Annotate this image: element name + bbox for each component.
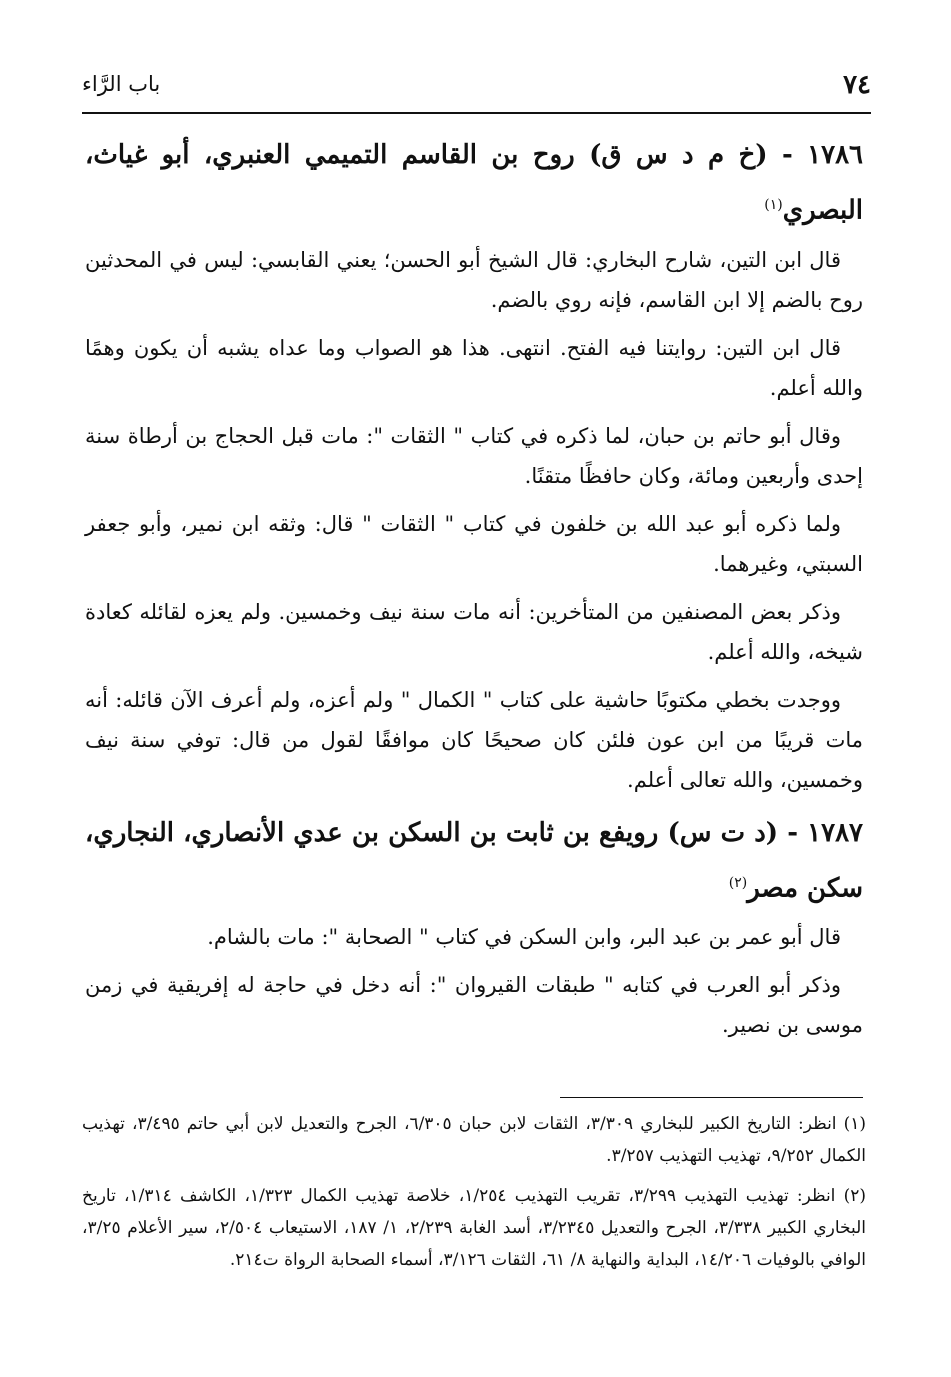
entry-1787-paragraph: قال أبو عمر بن عبد البر، وابن السكن في كتاب " الصحابة ": مات بالشام.: [207, 925, 841, 950]
entry-1786-paragraph: قال ابن التين: روايتنا فيه الفتح. انتهى. هذا هو الصواب وما عداه يشبه أن يكون وهمًا والله أعلم.: [85, 335, 863, 400]
footnote-1: (١) انظر: التاريخ الكبير للبخاري ٣/٣٠٩، الثقات لابن حبان ٦/٣٠٥، الجرح والتعديل لابن أبي حاتم ٣/٤٩٥، تهذيب الكمال ٩/٢٥٢، تهذيب التهذيب ٣/٢٥٧.: [82, 1114, 866, 1166]
footnote-mark-2: (٢): [728, 874, 748, 891]
entry-1786-paragraph: ولما ذكره أبو عبد الله بن خلفون في كتاب " الثقات " قال: وثقه ابن نمير، وأبو جعفر السبتي، وغيرهما.: [85, 511, 863, 576]
footnote-divider: [560, 1097, 863, 1098]
entry-1786-paragraph: وذكر بعض المصنفين من المتأخرين: أنه مات سنة نيف وخمسين. ولم يعزه لقائله كعادة شيخه، والله أعلم.: [85, 599, 863, 664]
footnotes: [82, 1108, 866, 1284]
running-header-title: باب الرَّاء: [82, 72, 161, 96]
entry-1786-paragraph: ووجدت بخطي مكتوبًا حاشية على كتاب " الكمال " ولم أعزه، ولم أعرف الآن قائله: أنه مات قريبًا من ابن عون فلئن كان صحيحًا كان موافقًا لقول من قال: توفي سنة نيف وخمسين، والله تعالى أعلم.: [85, 687, 863, 792]
entry-1786-paragraph: وقال أبو حاتم بن حبان، لما ذكره في كتاب " الثقات ": مات قبل الحجاج بن أرطاة سنة إحدى وأربعين ومائة، وكان حافظًا متقنًا.: [85, 423, 863, 488]
entry-1787-paragraph: وذكر أبو العرب في كتابه " طبقات القيروان ": أنه دخل في حاجة له إفريقية في زمن موسى بن نصير.: [85, 973, 863, 1038]
entry-1786-paragraph: قال ابن التين، شارح البخاري: قال الشيخ أبو الحسن؛ يعني القابسي: ليس في المحدثين روح بالضم إلا ابن القاسم، فإنه روي بالضم.: [85, 247, 863, 312]
footnote-mark-1: (١): [764, 197, 783, 213]
entry-heading-1787: ١٧٨٧ - (د ت س) رويفع بن ثابت بن السكن بن عدي الأنصاري، النجاري، سكن مصر$^{(٢)}$: [85, 817, 863, 904]
footnote-2: (٢) انظر: تهذيب التهذيب ٣/٢٩٩، تقريب التهذيب ١/٢٥٤، خلاصة تهذيب الكمال ١/٣٢٣، الكاشف ١/٣١٤، تاريخ البخاري الكبير ٣/٣٣٨، الجرح والتعديل ٣/٢٣٤٥، أسد الغابة ٢/٢٣٩، ١/ ١٨٧، الاستيعاب ٢/٥٠٤، سير الأعلام ٣/٢٥، الوافي بالوفيات ١٤/٢٠٦، البداية والنهاية ٨/ ٦١، الثقات ٣/١٢٦، أسماء الصحابة الرواة ت٢١٤.: [82, 1186, 867, 1270]
entry-heading-1786: ١٧٨٦ - (خ م د س ق) روح بن القاسم التميمي العنبري، أبو غياث، البصري$^{(١)}$: [85, 140, 863, 226]
page-number: ٧٤: [843, 70, 871, 100]
page-body: [85, 130, 863, 1053]
header-divider: [82, 112, 871, 114]
